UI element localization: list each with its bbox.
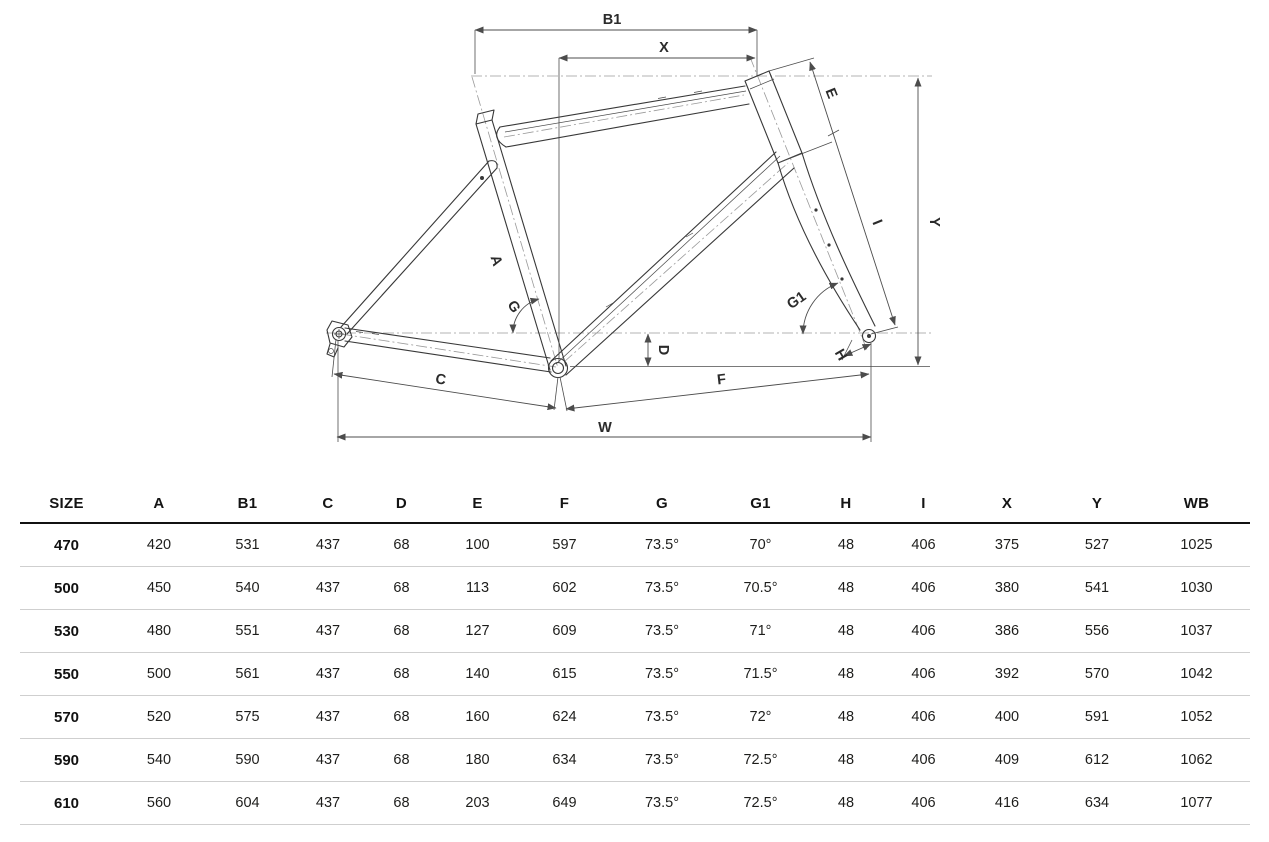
construction-lines: [326, 57, 932, 368]
size-cell: 530: [20, 610, 113, 653]
value-cell: 71°: [713, 610, 808, 653]
value-cell: 556: [1051, 610, 1143, 653]
geometry-table: [20, 484, 1250, 825]
column-header-h: H: [808, 484, 884, 523]
value-cell: 127: [437, 610, 518, 653]
table-header-row: [20, 484, 1250, 523]
geometry-table-section: [20, 484, 1250, 825]
value-cell: 437: [290, 567, 366, 610]
size-cell: 470: [20, 523, 113, 567]
dim-label-y: Y: [926, 217, 942, 227]
value-cell: 140: [437, 653, 518, 696]
column-header-e: E: [437, 484, 518, 523]
size-cell: 550: [20, 653, 113, 696]
column-header-wb: WB: [1143, 484, 1250, 523]
value-cell: 575: [205, 696, 290, 739]
dim-label-w: W: [598, 420, 612, 436]
value-cell: 203: [437, 782, 518, 825]
column-header-i: I: [884, 484, 963, 523]
size-cell: 570: [20, 696, 113, 739]
value-cell: 160: [437, 696, 518, 739]
value-cell: 73.5°: [611, 739, 713, 782]
value-cell: 406: [884, 696, 963, 739]
value-cell: 406: [884, 782, 963, 825]
table-row: [20, 523, 1250, 567]
dim-label-e: E: [821, 86, 840, 101]
value-cell: 180: [437, 739, 518, 782]
value-cell: 540: [205, 567, 290, 610]
value-cell: 615: [518, 653, 611, 696]
value-cell: 520: [113, 696, 205, 739]
value-cell: 72.5°: [713, 739, 808, 782]
table-body: [20, 523, 1250, 825]
column-header-f: F: [518, 484, 611, 523]
value-cell: 1037: [1143, 610, 1250, 653]
value-cell: 531: [205, 523, 290, 567]
value-cell: 590: [205, 739, 290, 782]
value-cell: 375: [963, 523, 1051, 567]
column-header-y: Y: [1051, 484, 1143, 523]
value-cell: 406: [884, 610, 963, 653]
value-cell: 540: [113, 739, 205, 782]
dim-label-a: A: [486, 253, 506, 269]
table-row: [20, 610, 1250, 653]
value-cell: 48: [808, 696, 884, 739]
column-header-d: D: [366, 484, 437, 523]
value-cell: 73.5°: [611, 567, 713, 610]
value-cell: 68: [366, 523, 437, 567]
dim-label-x: X: [659, 40, 669, 56]
value-cell: 380: [963, 567, 1051, 610]
value-cell: 591: [1051, 696, 1143, 739]
table-row: [20, 696, 1250, 739]
table-row: [20, 567, 1250, 610]
value-cell: 48: [808, 653, 884, 696]
value-cell: 392: [963, 653, 1051, 696]
value-cell: 1052: [1143, 696, 1250, 739]
value-cell: 48: [808, 523, 884, 567]
value-cell: 416: [963, 782, 1051, 825]
value-cell: 609: [518, 610, 611, 653]
value-cell: 68: [366, 610, 437, 653]
value-cell: 73.5°: [611, 782, 713, 825]
value-cell: 48: [808, 610, 884, 653]
value-cell: 624: [518, 696, 611, 739]
value-cell: 68: [366, 782, 437, 825]
table-row: [20, 653, 1250, 696]
dim-label-d: D: [655, 344, 671, 356]
value-cell: 48: [808, 567, 884, 610]
size-cell: 610: [20, 782, 113, 825]
value-cell: 634: [518, 739, 611, 782]
value-cell: 386: [963, 610, 1051, 653]
value-cell: 406: [884, 739, 963, 782]
column-header-size: SIZE: [20, 484, 113, 523]
table-header: [20, 484, 1250, 523]
value-cell: 437: [290, 782, 366, 825]
value-cell: 612: [1051, 739, 1143, 782]
value-cell: 634: [1051, 782, 1143, 825]
value-cell: 570: [1051, 653, 1143, 696]
value-cell: 406: [884, 567, 963, 610]
value-cell: 100: [437, 523, 518, 567]
value-cell: 406: [884, 653, 963, 696]
value-cell: 437: [290, 523, 366, 567]
size-cell: 590: [20, 739, 113, 782]
value-cell: 649: [518, 782, 611, 825]
column-header-a: A: [113, 484, 205, 523]
size-cell: 500: [20, 567, 113, 610]
dim-label-i: I: [868, 217, 885, 228]
value-cell: 48: [808, 782, 884, 825]
value-cell: 68: [366, 696, 437, 739]
value-cell: 604: [205, 782, 290, 825]
value-cell: 68: [366, 653, 437, 696]
value-cell: 71.5°: [713, 653, 808, 696]
value-cell: 437: [290, 610, 366, 653]
value-cell: 437: [290, 653, 366, 696]
value-cell: 400: [963, 696, 1051, 739]
dim-label-h: H: [830, 346, 851, 364]
value-cell: 560: [113, 782, 205, 825]
value-cell: 48: [808, 739, 884, 782]
column-header-x: X: [963, 484, 1051, 523]
value-cell: 1062: [1143, 739, 1250, 782]
table-row: [20, 782, 1250, 825]
value-cell: 113: [437, 567, 518, 610]
value-cell: 561: [205, 653, 290, 696]
value-cell: 68: [366, 567, 437, 610]
value-cell: 68: [366, 739, 437, 782]
value-cell: 1042: [1143, 653, 1250, 696]
value-cell: 541: [1051, 567, 1143, 610]
column-header-g1: G1: [713, 484, 808, 523]
value-cell: 437: [290, 696, 366, 739]
value-cell: 450: [113, 567, 205, 610]
value-cell: 420: [113, 523, 205, 567]
value-cell: 1025: [1143, 523, 1250, 567]
value-cell: 500: [113, 653, 205, 696]
value-cell: 480: [113, 610, 205, 653]
value-cell: 1030: [1143, 567, 1250, 610]
value-cell: 72°: [713, 696, 808, 739]
value-cell: 70°: [713, 523, 808, 567]
value-cell: 73.5°: [611, 653, 713, 696]
dim-label-g: G: [503, 297, 524, 316]
value-cell: 73.5°: [611, 696, 713, 739]
value-cell: 602: [518, 567, 611, 610]
value-cell: 527: [1051, 523, 1143, 567]
value-cell: 406: [884, 523, 963, 567]
dim-label-b1: B1: [602, 12, 622, 28]
column-header-c: C: [290, 484, 366, 523]
table-row: [20, 739, 1250, 782]
column-header-b1: B1: [205, 484, 290, 523]
value-cell: 73.5°: [611, 523, 713, 567]
dim-label-g1: G1: [784, 288, 810, 313]
value-cell: 551: [205, 610, 290, 653]
value-cell: 70.5°: [713, 567, 808, 610]
column-header-g: G: [611, 484, 713, 523]
value-cell: 597: [518, 523, 611, 567]
value-cell: 72.5°: [713, 782, 808, 825]
dim-label-c: C: [434, 371, 448, 389]
value-cell: 437: [290, 739, 366, 782]
frame-outline: [327, 71, 876, 378]
value-cell: 1077: [1143, 782, 1250, 825]
value-cell: 73.5°: [611, 610, 713, 653]
dim-label-f: F: [716, 371, 727, 389]
value-cell: 409: [963, 739, 1051, 782]
